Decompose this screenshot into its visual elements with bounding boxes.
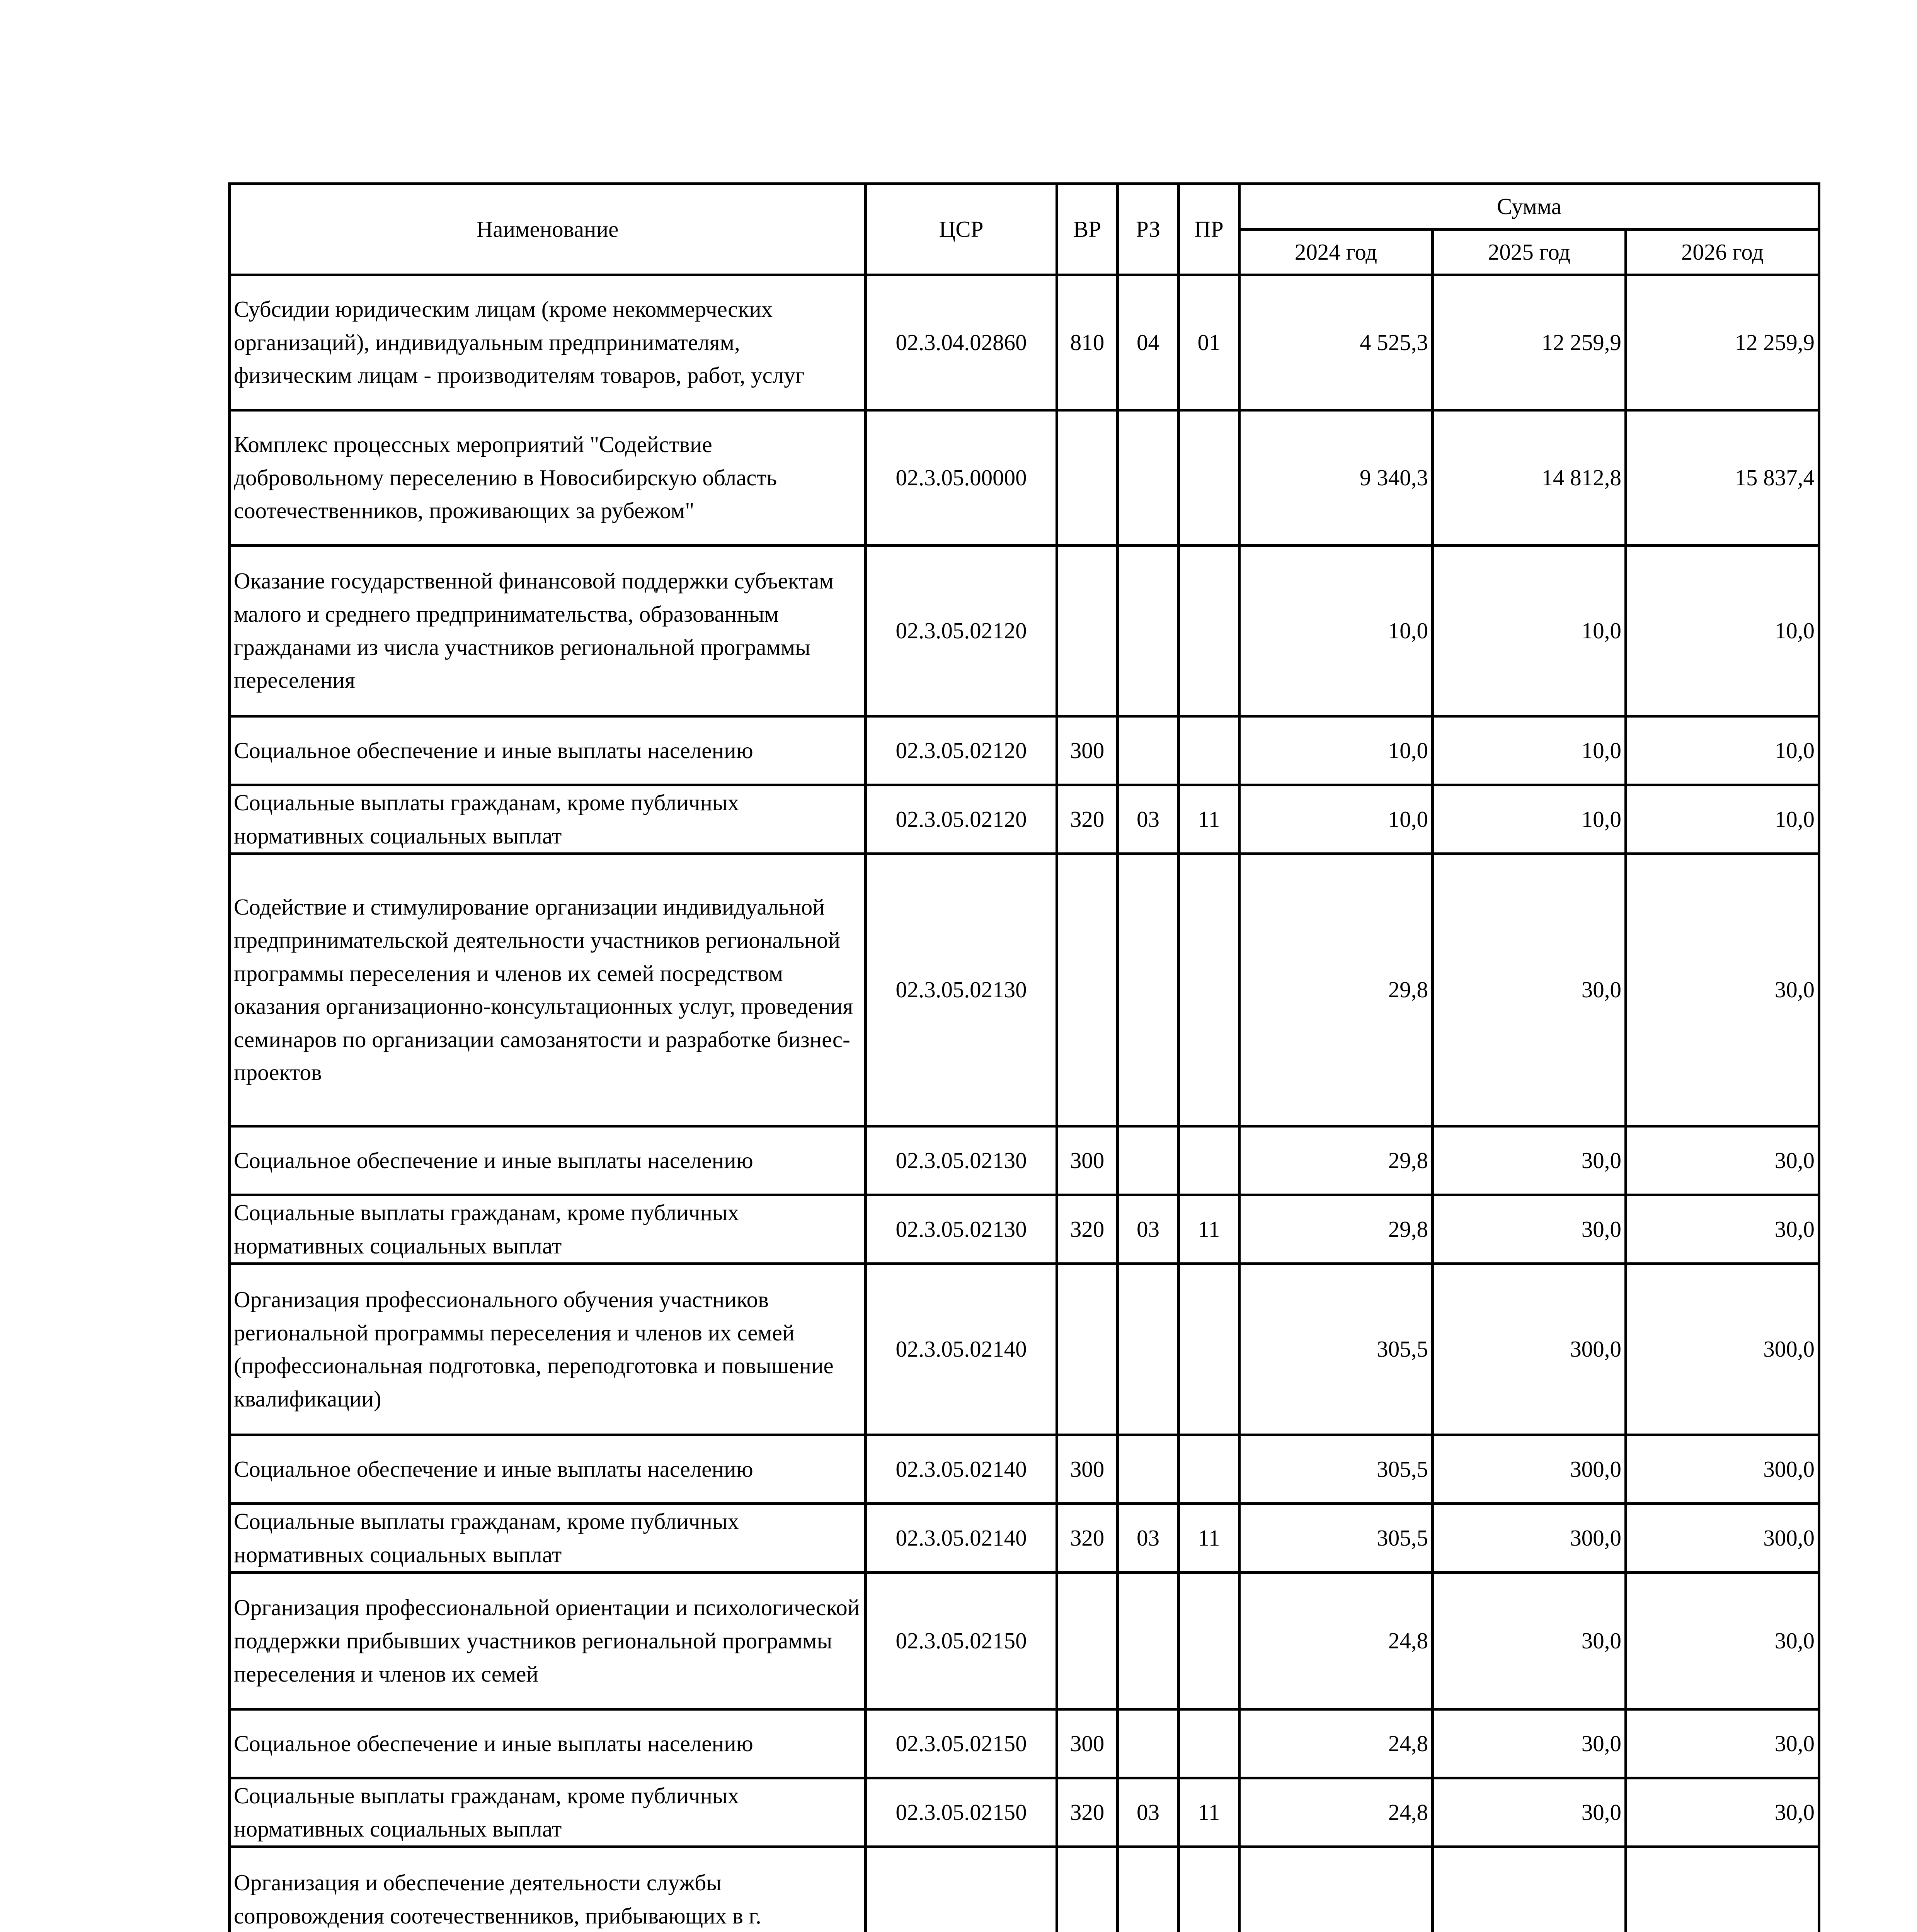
row-sum-2024: 29,8 (1239, 854, 1433, 1126)
row-rz (1118, 1709, 1179, 1778)
row-rz (1118, 546, 1179, 716)
table-row (230, 785, 1819, 854)
row-vr (1057, 1573, 1118, 1709)
row-vr: 320 (1057, 1778, 1118, 1847)
row-sum-2025: 30,0 (1433, 1709, 1626, 1778)
table-row (230, 1195, 1819, 1264)
row-rz (1118, 410, 1179, 546)
row-sum-2026: 300,0 (1626, 1504, 1819, 1573)
table-row (230, 1778, 1819, 1847)
row-sum-2025: 30,0 (1433, 854, 1626, 1126)
row-vr: 320 (1057, 1195, 1118, 1264)
row-sum-2026: 30,0 (1626, 1709, 1819, 1778)
header-rz: РЗ (1118, 184, 1179, 275)
row-rz (1118, 1573, 1179, 1709)
row-sum-2024: 305,5 (1239, 1264, 1433, 1435)
row-sum-2024: 10,0 (1239, 546, 1433, 716)
row-vr: 300 (1057, 1709, 1118, 1778)
row-sum-2026: 30,0 (1626, 1778, 1819, 1847)
row-sum-2025: 12 259,9 (1433, 275, 1626, 410)
row-pr (1179, 716, 1239, 785)
row-csr: 02.3.05.02130 (866, 1126, 1057, 1195)
row-sum-2025: 10,0 (1433, 716, 1626, 785)
row-pr (1179, 1264, 1239, 1435)
row-rz: 03 (1118, 1504, 1179, 1573)
row-name: Содействие и стимулирование организации индивидуальной предпринимательской деятельности участников региональной программы переселения и членов их семей посредством оказания организационно-консультационных услуг, проведения семинаров по организации самозанятости и разработке бизнес-проектов (230, 854, 866, 1126)
row-name: Социальное обеспечение и иные выплаты населению (230, 716, 866, 785)
row-csr: 02.3.05.02130 (866, 854, 1057, 1126)
row-pr (1179, 1126, 1239, 1195)
row-csr: 02.3.05.00000 (866, 410, 1057, 546)
row-sum-2024: 305,5 (1239, 1435, 1433, 1504)
row-sum-2025: 10,0 (1433, 546, 1626, 716)
header-vr: ВР (1057, 184, 1118, 275)
row-sum-2024: 9 340,3 (1239, 410, 1433, 546)
row-vr: 320 (1057, 1504, 1118, 1573)
row-vr: 810 (1057, 275, 1118, 410)
row-vr (1057, 1264, 1118, 1435)
row-pr: 01 (1179, 275, 1239, 410)
row-sum-2026: 30,0 (1626, 854, 1819, 1126)
header-year-2024: 2024 год (1239, 230, 1433, 275)
header-sum: Сумма (1239, 184, 1819, 230)
row-name: Комплекс процессных мероприятий "Содействие добровольному переселению в Новосибирскую область соотечественников, проживающих за рубежом" (230, 410, 866, 546)
row-rz: 03 (1118, 1195, 1179, 1264)
row-rz (1118, 854, 1179, 1126)
row-sum-2026: 10,0 (1626, 785, 1819, 854)
table-row (230, 275, 1819, 410)
row-sum-2025: 30,0 (1433, 1573, 1626, 1709)
row-sum-2024: 10,0 (1239, 785, 1433, 854)
header-csr: ЦСР (866, 184, 1057, 275)
row-name: Организация профессионального обучения участников региональной программы переселения и членов их семей (профессиональная подготовка, переподготовка и повышение квалификации) (230, 1264, 866, 1435)
header-pr: ПР (1179, 184, 1239, 275)
row-csr: 02.3.05.02150 (866, 1778, 1057, 1847)
row-csr: 02.3.05.02140 (866, 1435, 1057, 1504)
row-sum-2024: 29,8 (1239, 1126, 1433, 1195)
table-row (230, 1435, 1819, 1504)
row-pr (1179, 1573, 1239, 1709)
row-rz (1118, 1435, 1179, 1504)
row-rz: 03 (1118, 785, 1179, 854)
row-sum-2026 (1626, 1847, 1819, 1932)
row-sum-2024: 24,8 (1239, 1573, 1433, 1709)
row-pr: 11 (1179, 785, 1239, 854)
row-name: Оказание государственной финансовой поддержки субъектам малого и среднего предпринимательства, образованным гражданами из числа участников региональной программы переселения (230, 546, 866, 716)
row-sum-2026: 15 837,4 (1626, 410, 1819, 546)
row-pr (1179, 854, 1239, 1126)
budget-table (228, 182, 1820, 1932)
row-name: Социальное обеспечение и иные выплаты населению (230, 1435, 866, 1504)
row-pr (1179, 410, 1239, 546)
row-sum-2024: 4 525,3 (1239, 275, 1433, 410)
row-sum-2024: 29,8 (1239, 1195, 1433, 1264)
row-vr: 300 (1057, 716, 1118, 785)
row-name: Социальные выплаты гражданам, кроме публичных нормативных социальных выплат (230, 1195, 866, 1264)
table-row (230, 1847, 1819, 1932)
row-sum-2024: 10,0 (1239, 716, 1433, 785)
row-csr: 02.3.05.02130 (866, 1195, 1057, 1264)
row-rz (1118, 1264, 1179, 1435)
row-sum-2026: 300,0 (1626, 1435, 1819, 1504)
row-pr (1179, 1435, 1239, 1504)
table-row (230, 410, 1819, 546)
row-name: Социальное обеспечение и иные выплаты населению (230, 1709, 866, 1778)
row-rz: 04 (1118, 275, 1179, 410)
table-row (230, 1709, 1819, 1778)
row-sum-2026: 30,0 (1626, 1195, 1819, 1264)
row-sum-2026: 30,0 (1626, 1573, 1819, 1709)
table-row (230, 1504, 1819, 1573)
row-name: Социальные выплаты гражданам, кроме публичных нормативных социальных выплат (230, 1504, 866, 1573)
row-sum-2025 (1433, 1847, 1626, 1932)
row-sum-2026: 10,0 (1626, 546, 1819, 716)
row-csr: 02.3.04.02860 (866, 275, 1057, 410)
row-csr: 02.3.05.02120 (866, 546, 1057, 716)
row-sum-2026: 12 259,9 (1626, 275, 1819, 410)
row-vr (1057, 1847, 1118, 1932)
header-name: Наименование (230, 184, 866, 275)
row-name: Социальные выплаты гражданам, кроме публичных нормативных социальных выплат (230, 1778, 866, 1847)
row-sum-2025: 300,0 (1433, 1435, 1626, 1504)
row-sum-2026: 300,0 (1626, 1264, 1819, 1435)
table-row (230, 1264, 1819, 1435)
row-rz (1118, 1126, 1179, 1195)
row-pr (1179, 1709, 1239, 1778)
row-vr (1057, 410, 1118, 546)
row-rz: 03 (1118, 1778, 1179, 1847)
row-csr: 02.3.05.02150 (866, 1709, 1057, 1778)
row-csr: 02.3.05.02120 (866, 716, 1057, 785)
row-sum-2025: 300,0 (1433, 1504, 1626, 1573)
row-pr (1179, 546, 1239, 716)
table-row (230, 1573, 1819, 1709)
row-name: Социальное обеспечение и иные выплаты населению (230, 1126, 866, 1195)
row-csr: 02.3.05.02150 (866, 1573, 1057, 1709)
row-name: Организация профессиональной ориентации и психологической поддержки прибывших участников региональной программы переселения и членов их семей (230, 1573, 866, 1709)
row-pr: 11 (1179, 1195, 1239, 1264)
row-sum-2024 (1239, 1847, 1433, 1932)
table-row (230, 1126, 1819, 1195)
row-sum-2025: 30,0 (1433, 1195, 1626, 1264)
row-name: Социальные выплаты гражданам, кроме публичных нормативных социальных выплат (230, 785, 866, 854)
row-sum-2025: 14 812,8 (1433, 410, 1626, 546)
table-row (230, 546, 1819, 716)
table-row (230, 854, 1819, 1126)
row-csr: 02.3.05.02140 (866, 1264, 1057, 1435)
row-sum-2025: 30,0 (1433, 1778, 1626, 1847)
header-year-2026: 2026 год (1626, 230, 1819, 275)
row-vr (1057, 546, 1118, 716)
row-csr (866, 1847, 1057, 1932)
row-csr: 02.3.05.02140 (866, 1504, 1057, 1573)
row-sum-2026: 30,0 (1626, 1126, 1819, 1195)
row-vr (1057, 854, 1118, 1126)
row-pr: 11 (1179, 1778, 1239, 1847)
row-rz (1118, 1847, 1179, 1932)
row-vr: 300 (1057, 1435, 1118, 1504)
row-sum-2024: 24,8 (1239, 1778, 1433, 1847)
row-pr: 11 (1179, 1504, 1239, 1573)
row-name: Организация и обеспечение деятельности службы сопровождения соотечественников, прибывающих в г. (230, 1847, 866, 1932)
row-sum-2025: 10,0 (1433, 785, 1626, 854)
row-sum-2025: 300,0 (1433, 1264, 1626, 1435)
table-row (230, 716, 1819, 785)
row-sum-2024: 24,8 (1239, 1709, 1433, 1778)
header-year-2025: 2025 год (1433, 230, 1626, 275)
row-csr: 02.3.05.02120 (866, 785, 1057, 854)
row-name: Субсидии юридическим лицам (кроме некоммерческих организаций), индивидуальным предпринимателям, физическим лицам - производителям товаров, работ, услуг (230, 275, 866, 410)
row-sum-2024: 305,5 (1239, 1504, 1433, 1573)
row-pr (1179, 1847, 1239, 1932)
row-sum-2025: 30,0 (1433, 1126, 1626, 1195)
row-vr: 300 (1057, 1126, 1118, 1195)
row-rz (1118, 716, 1179, 785)
row-vr: 320 (1057, 785, 1118, 854)
row-sum-2026: 10,0 (1626, 716, 1819, 785)
